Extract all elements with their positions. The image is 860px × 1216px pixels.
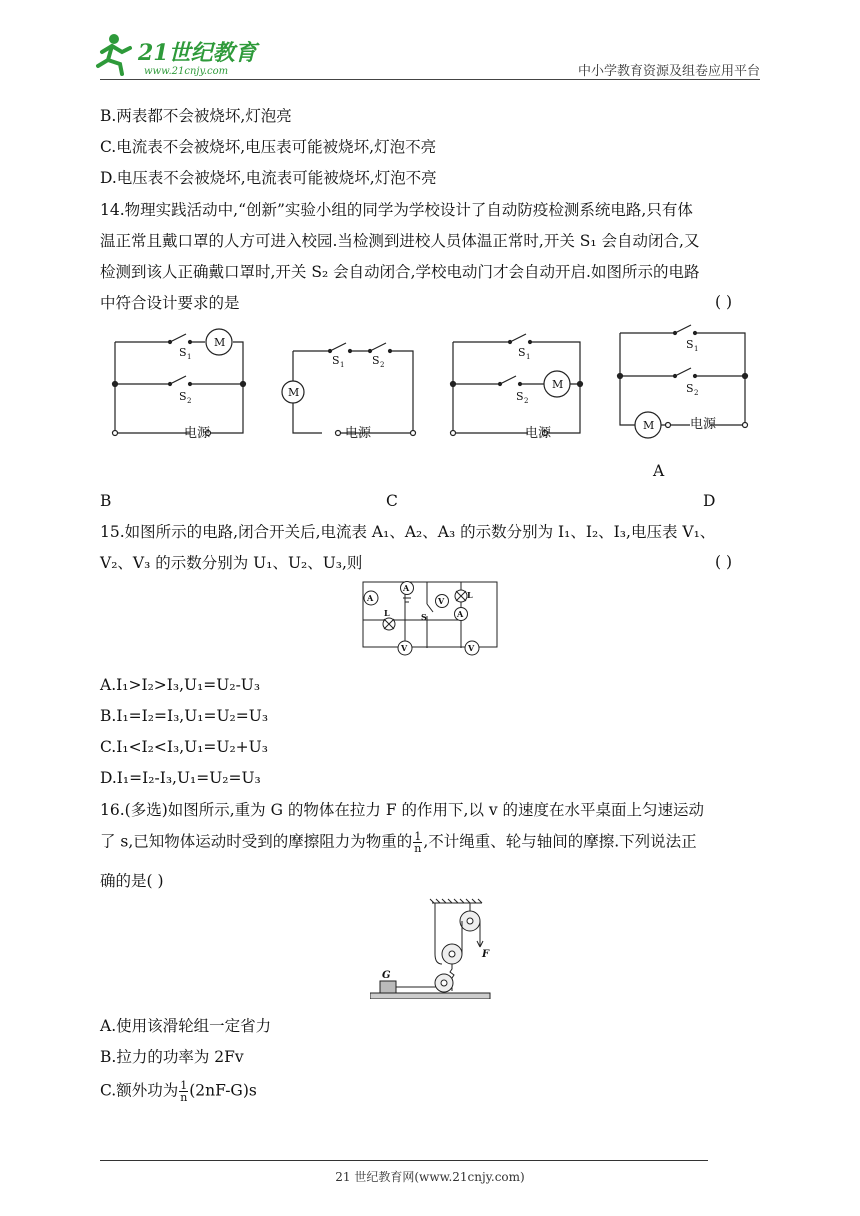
svg-text:L: L: [467, 590, 473, 600]
svg-text:S: S: [179, 390, 187, 403]
q15-option-c: C.I₁<I₂<I₃,U₁=U₂+U₃: [100, 738, 268, 756]
svg-text:V: V: [401, 643, 408, 653]
svg-text:2: 2: [524, 397, 529, 405]
q13-option-c: C.电流表不会被烧坏,电压表可能被烧坏,灯泡不亮: [100, 138, 437, 156]
svg-text:G: G: [382, 970, 391, 981]
fraction-1-over-n: $\frac{1}{n}$: [180, 1079, 188, 1104]
q15-circuit-diagram: [355, 576, 505, 661]
footer-divider: [100, 1160, 708, 1161]
svg-text:电源: 电源: [525, 426, 552, 441]
svg-text:M: M: [643, 419, 655, 432]
svg-text:A: A: [457, 609, 464, 619]
svg-text:S: S: [372, 354, 380, 367]
footer-text: 21 世纪教育网(www.21cnjy.com): [335, 1170, 525, 1184]
q14-label-c: C: [386, 492, 398, 510]
q13-option-d: D.电压表不会被烧坏,电流表可能被烧坏,灯泡不亮: [100, 169, 437, 187]
logo-text: 21世纪教育: [138, 40, 257, 66]
site-logo: [92, 30, 262, 80]
q16-text-1: 16.(多选)如图所示,重为 G 的物体在拉力 F 的作用下,以 v 的速度在水平桌面上匀速运动: [100, 801, 705, 819]
q14-text-1: 14.物理实践活动中,“创新”实验小组的同学为学校设计了自动防疫检测系统电路,只有体: [100, 201, 693, 219]
circuit-b: [113, 329, 246, 436]
q15-text-1: 15.如图所示的电路,闭合开关后,电流表 A₁、A₂、A₃ 的示数分别为 I₁、I₂、I₃,电压表 V₁、: [100, 523, 716, 541]
svg-text:电源: 电源: [345, 426, 372, 441]
q16-option-c: C.额外功为 $\frac{1}{n}$ (2nF-G)s: [100, 1079, 257, 1104]
platform-name: 中小学教育资源及组卷应用平台: [577, 64, 760, 79]
svg-text:S: S: [518, 346, 526, 359]
circuit-a: [618, 325, 748, 438]
svg-text:S: S: [421, 612, 427, 622]
svg-text:V: V: [468, 643, 475, 653]
svg-text:S: S: [516, 390, 524, 403]
q14-circuit-diagrams: [100, 318, 760, 448]
svg-text:S: S: [686, 382, 694, 395]
logo-url: www.21cnjy.com: [144, 66, 229, 77]
svg-text:M: M: [288, 386, 300, 399]
svg-text:V: V: [438, 596, 445, 606]
q14-label-a: A: [653, 462, 665, 480]
svg-text:M: M: [552, 378, 564, 391]
q16-text-3: 确的是( ): [100, 872, 164, 890]
q15-option-d: D.I₁=I₂-I₃,U₁=U₂=U₃: [100, 769, 261, 787]
svg-text:1: 1: [187, 353, 192, 361]
q13-option-b: B.两表都不会被烧坏,灯泡亮: [100, 107, 292, 125]
q14-label-b: B: [100, 492, 112, 510]
header-divider: [100, 79, 760, 80]
svg-text:电源: 电源: [184, 426, 211, 441]
q15-answer-paren: ( ): [715, 553, 733, 571]
svg-text:2: 2: [380, 361, 385, 369]
svg-text:2: 2: [187, 397, 192, 405]
q16-text-2: 了 s,已知物体运动时受到的摩擦阻力为物重的 $\frac{1}{n}$ ,不计绳重、轮与轴间的摩擦.下列说法正: [100, 830, 697, 855]
q16-option-b: B.拉力的功率为 2Fv: [100, 1048, 244, 1066]
svg-text:S: S: [332, 354, 340, 367]
q14-answer-paren: ( ): [715, 293, 733, 311]
svg-text:1: 1: [526, 353, 531, 361]
svg-text:1: 1: [340, 361, 345, 369]
q16-pulley-diagram: [370, 897, 500, 999]
q14-label-d: D: [703, 492, 716, 510]
runner-icon: [98, 34, 130, 74]
q16-option-a: A.使用该滑轮组一定省力: [100, 1017, 272, 1035]
svg-text:电源: 电源: [690, 417, 717, 432]
q14-text-2: 温正常且戴口罩的人方可进入校园.当检测到进校人员体温正常时,开关 S₁ 会自动闭合,又: [100, 232, 700, 250]
motor-label: M: [214, 336, 226, 349]
svg-text:2: 2: [694, 389, 699, 397]
svg-text:1: 1: [694, 345, 699, 353]
svg-text:L: L: [384, 608, 390, 618]
q15-text-2: V₂、V₃ 的示数分别为 U₁、U₂、U₃,则: [100, 554, 363, 572]
q15-option-a: A.I₁>I₂>I₃,U₁=U₂-U₃: [100, 676, 261, 694]
circuit-c: [282, 343, 416, 436]
q14-text-4: 中符合设计要求的是: [100, 294, 240, 312]
svg-text:F: F: [482, 949, 490, 960]
q15-option-b: B.I₁=I₂=I₃,U₁=U₂=U₃: [100, 707, 269, 725]
svg-text:A: A: [403, 583, 410, 593]
q14-text-3: 检测到该人正确戴口罩时,开关 S₂ 会自动闭合,学校电动门才会自动开启.如图所示的电路: [100, 263, 700, 281]
svg-text:S: S: [179, 346, 187, 359]
fraction-1-over-n: $\frac{1}{n}$: [414, 830, 422, 855]
svg-text:S: S: [686, 338, 694, 351]
svg-text:A: A: [367, 593, 374, 603]
